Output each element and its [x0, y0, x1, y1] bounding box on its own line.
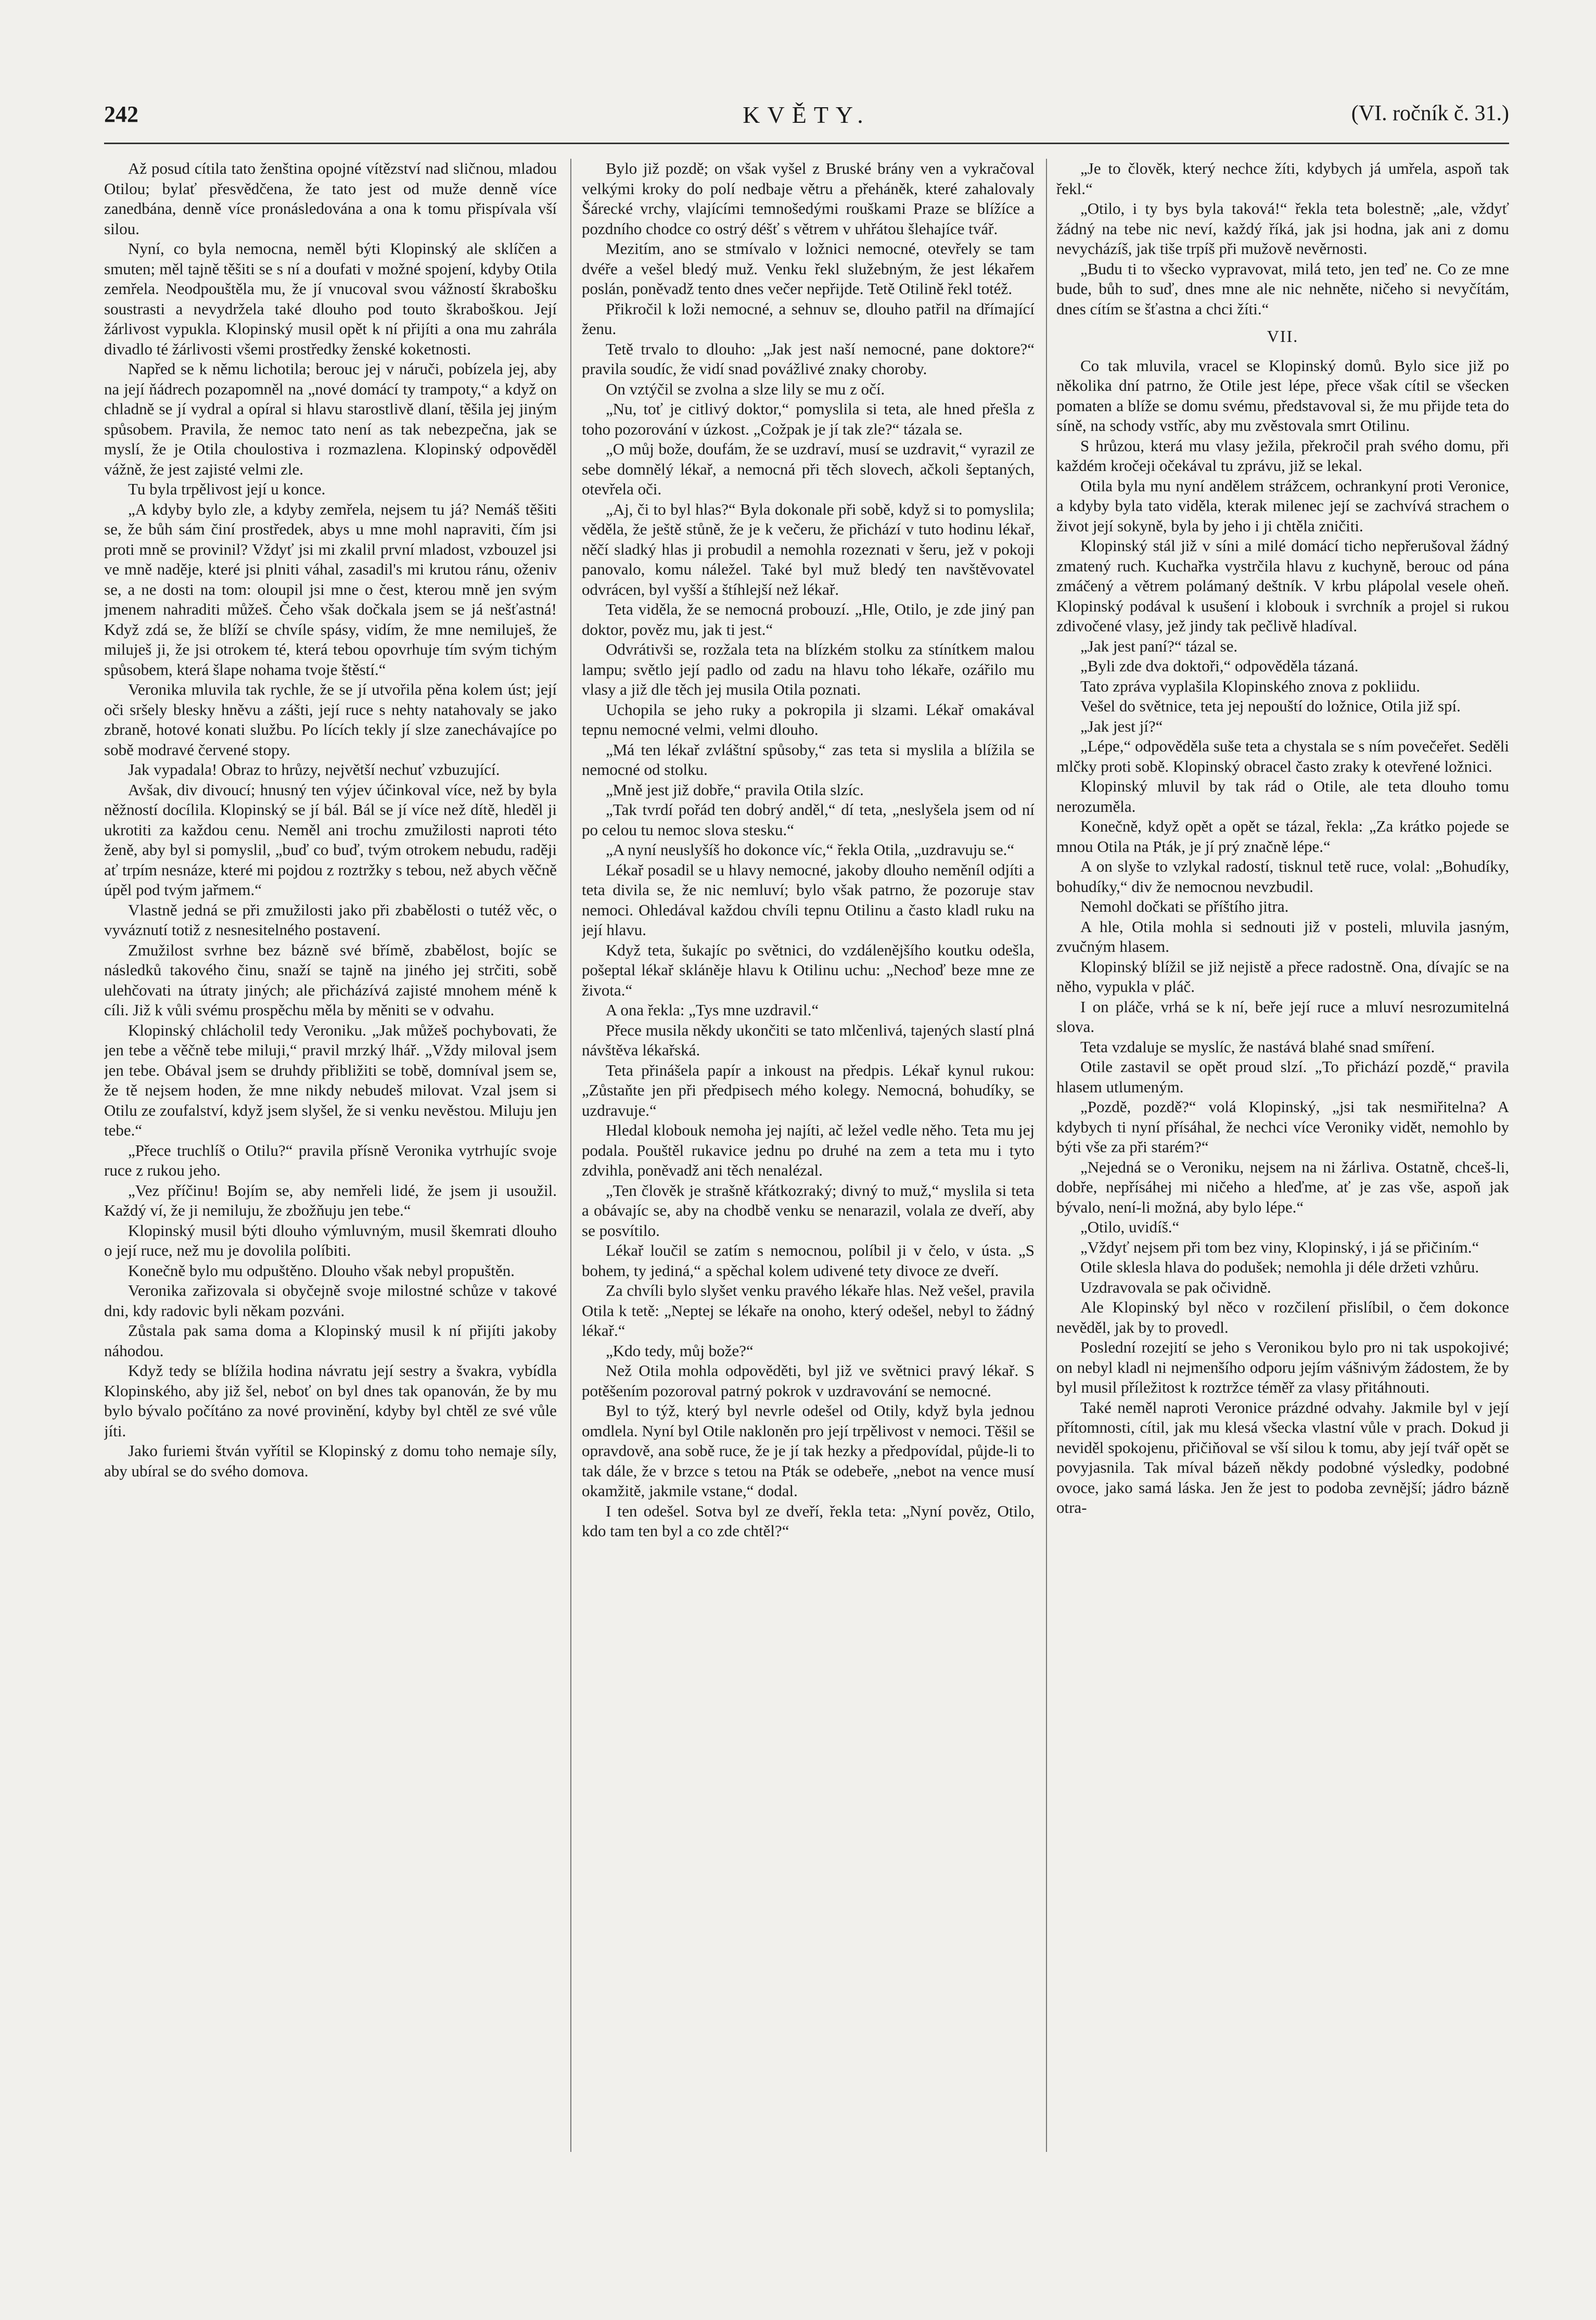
paragraph: Otile sklesla hlava do podušek; nemohla ji déle držeti vzhůru. [1080, 1258, 1479, 1276]
column-divider [1046, 159, 1047, 2152]
paragraph: On vztýčil se zvolna a slze lily se mu z očí. [606, 379, 885, 398]
column-divider [570, 159, 571, 2152]
paragraph: A hle, Otila mohla si sednouti již v posteli, mluvila jasným, zvučným hlasem. [1056, 917, 1509, 955]
paragraph: Otila byla mu nyní andělem strážcem, ochrankyní proti Veronice, a kdyby byla tato viděla, kterak milenec její se zachvívá strachem o život její sokyně, byla by jeho i ji chtěla zničiti. [1056, 476, 1509, 535]
paragraph: Když tedy se blížila hodina návratu její sestry a švakra, vybídla Klopinského, aby již šel, neboť on byl dnes tak opanován, že by mu bylo bývalo počítáno za nové provinění, kdyby byl chtěl ze své vůle jíti. [104, 1361, 557, 1440]
paragraph: Byl to týž, který byl nevrle odešel od Otily, když byla jednou omdlela. Nyní byl Otile nakloněn pro její trpělivost v nemoci. Těšil se opravdově, ana sobě ruce, že je jí tak hezky a předpovídal, půjde-li to tak dále, že v brzce s tetou na Pták se odebeře, „nebot na vence musí okamžitě, jakmile vstane,“ dodal. [582, 1401, 1035, 1500]
paragraph: „Je to člověk, který nechce žíti, kdybych já umřela, aspoň tak řekl.“ [1056, 159, 1509, 198]
paragraph: „A kdyby bylo zle, a kdyby zemřela, nejsem tu já? Nemáš těšiti se, že bůh sám činí prostředek, abys u mne mohl napraviti, čím jsi proti mně se provinil? Vždyť jsi mi zkalil první mladost, vzbouzel jsi ve mně naděje, které jsi plniti váhal, zasadil's mi krutou ránu, oženiv se, a ne dosti na tom: oloupil jsi mne o čest, kterou mně jen svým jmenem nahraditi můžeš. Čeho však dočkala jsem se já nešťastná! Když zdá se, že blíží se chvíle spásy, vidím, že mne nemiluješ, že miluješ ji, že jsi otrokem té, která tebou opovrhuje tím svým tichým spůsobem, která šlape nohama tvoje štěstí.“ [104, 500, 557, 679]
page-header [104, 101, 1509, 137]
paragraph: Teta viděla, že se nemocná probouzí. „Hle, Otilo, je zde jiný pan doktor, pověz mu, jak ti jest.“ [582, 600, 1035, 639]
paragraph: Když teta, šukajíc po světnici, do vzdálenějšího koutku odešla, pošeptal lékař skláněje hlavu k Otilinu uchu: „Nechoď beze mne ze života.“ [582, 940, 1035, 999]
paragraph: Poslední rozejití se jeho s Veronikou bylo pro ni tak uspokojivé; on nebyl kladl ni nejmenšího odporu jejím vášnivým žádostem, že by byl musil příležitost k roztržce téměř za vlasy přitáhnouti. [1056, 1338, 1509, 1396]
paragraph: „Vždyť nejsem při tom bez viny, Klopinský, i já se přičiním.“ [1080, 1238, 1479, 1256]
paragraph: „Ten člověk je strašně křátkozraký; divný to muž,“ myslila si teta a obávajíc se, aby na chodbě venku se nenarazil, volala ze dveří, aby se posvítilo. [582, 1181, 1035, 1240]
paragraph: Tato zpráva vyplašila Klopinského znova z pokliidu. [1080, 677, 1420, 695]
paragraph: Konečně bylo mu odpuštěno. Dlouho však nebyl propuštěn. [128, 1261, 515, 1280]
paragraph: Napřed se k němu lichotila; berouc jej v náruči, pobízela jej, aby na její ňádrech pozapomněl na „nové domácí ty trampoty,“ a když on chladně se jí vydral a opíral si hlavu starostlivě dlaní, těšila jej jiným spůsobem. Pravila, že nemoc tato není as tak nebezpečna, jak se myslí, že je Otila choulostiva i rozmazlena. Klopinský odpověděl vážně, že jest zajisté velmi zle. [104, 360, 557, 478]
paragraph: Zmužilost svrhne bez bázně své břímě, zbabělost, bojíc se následků takového činu, snaží se tajně na jiného jej strčiti, sobě ulehčovati na útraty jiných; ale přicházívá zajisté mnohem méně k cíli. Již k vůli svému prospěchu měla by měniti se v odvahu. [104, 940, 557, 1019]
column-1 [104, 159, 557, 2178]
paragraph: „Budu ti to všecko vypravovat, milá teto, jen teď ne. Co ze mne bude, bůh to suď, dnes mne ale nic nehněte, ničeho si nevyčítám, dnes cítím se šťastna a chci žíti.“ [1056, 259, 1509, 318]
paragraph: Klopinský stál již v síni a milé domácí ticho nepřerušoval žádný zmatený ruch. Kuchařka vystrčila hlavu z kuchyně, berouc od pána zmáčený a větrem polámaný deštník. V krbu plápolal vesele oheň. Klopinský podával k usušení i klobouk i svrchník a projel si rukou zdivočené vlasy, jež jindy tak pečlivě hladíval. [1056, 537, 1509, 635]
paragraph: Ale Klopinský byl něco v rozčilení přislíbil, o čem dokonce nevěděl, jak by to provedl. [1056, 1298, 1509, 1336]
header-rule [104, 143, 1509, 144]
issue-label: (VI. ročník č. 31.) [1351, 101, 1509, 125]
paragraph: Uzdravovala se pak očividně. [1080, 1278, 1271, 1296]
paragraph: Lékař posadil se u hlavy nemocné, jakoby dlouho neměníl odjíti a teta divila se, že nic nemluví; bylo však patrno, že pozoruje stav nemoci. Ohledával každou chvíli tepnu Otilinu a často kladl ruku na její hlavu. [582, 860, 1035, 939]
paragraph: „Vez příčinu! Bojím se, aby nemřeli lidé, že jsem ji usoužil. Každý ví, že ji nemiluju, že zbožňuju jen tebe.“ [104, 1181, 557, 1219]
paragraph: „Mně jest již dobře,“ pravila Otila slzíc. [606, 780, 864, 799]
paragraph: Také neměl naproti Veronice prázdné odvahy. Jakmile byl v její přítomnosti, cítil, jak mu klesá všecka vlastní vůle v prach. Dokud ji neviděl spokojenu, přičiňoval se vší silou k tomu, aby její tvář opět se povyjasnila. Tak míval bázeň někdy podobné výsledky, podobné ovoce, jako samá láska. Jen že jest to podoba zevnější; jádro bázně otra- [1056, 1398, 1509, 1516]
paragraph: „Přece truchlíš o Otilu?“ pravila přísně Veronika vytrhujíc svoje ruce z rukou jeho. [104, 1141, 557, 1179]
paragraph: Avšak, div divoucí; hnusný ten výjev účinkoval více, než by byla něžností docílila. Klopinský se jí bál. Bál se jí více než dítě, hleděl ji ukrotiti za každou cenu. Neměl ani trochu zmužilosti naproti této ženě, aby byl si pomyslil, „buď co buď, tvým otrokem nebudu, raději ať trpím nesnáze, které mi pojdou z roztržky s tebou, než abych věčně úpěl pod tvým jařmem.“ [104, 780, 557, 899]
paragraph: Co tak mluvila, vracel se Klopinský domů. Bylo sice již po několika dní patrno, že Otile jest lépe, přece však cítil se všecken pomaten a blíže se domu svému, představoval si, že mu přijde teta do síně, na schody vstříc, aby mu zvěstovala smrt Otilinu. [1056, 356, 1509, 435]
paragraph: „Tak tvrdí pořád ten dobrý anděl,“ dí teta, „neslyšela jsem od ní po celou tu nemoc slova stesku.“ [582, 800, 1035, 839]
paragraph: Hledal klobouk nemoha jej najíti, ač ležel vedle něho. Teta mu jej podala. Pouštěl rukavice jednu po druhé na zem a teta mu i tyto zdvihla, poněvadž ani těch nenalézal. [582, 1121, 1035, 1179]
paragraph: „Pozdě, pozdě?“ volá Klopinský, „jsi tak nesmiřitelna? A kdybych ti nyní přísáhal, že nechci více Veroniky vidět, nemohlo by býti vše za při starém?“ [1056, 1098, 1509, 1156]
paragraph: Lékař loučil se zatím s nemocnou, políbil ji v čelo, v ústa. „S bohem, ty jediná,“ a spěchal kolem udivené tety divoce ze dveří. [582, 1241, 1035, 1280]
paragraph: Vešel do světnice, teta jej nepouští do ložnice, Otila již spí. [1080, 697, 1461, 715]
paragraph: Nyní, co byla nemocna, neměl býti Klopinský ale sklíčen a smuten; měl tajně těšiti se s ní a doufati v možné spojení, kdyby Otila zemřela. Neodpouštěla mu, že jí vnucoval svou vážností škrabošku soustrasti a nevydržela také dlouho pod touto škraboškou. Její žárlivost vypukla. Klopinský musil opět k ní přijíti a ona mu zahrála divadlo té žárlivosti všemi prostředky ženské koketnosti. [104, 239, 557, 358]
paragraph: I on pláče, vrhá se k ní, beře její ruce a mluví nesrozumitelná slova. [1056, 997, 1509, 1036]
paragraph: „Jak jest paní?“ tázal se. [1080, 636, 1238, 655]
paragraph: „Otilo, i ty bys byla taková!“ řekla teta bolestně; „ale, vždyť žádný na tebe nic neví, každý říká, jak jsi hodna, jak ani z domu nevycházíš, jak tiše trpíš při mužově nevěrnosti. [1056, 199, 1509, 258]
paragraph: „Kdo tedy, můj bože?“ [606, 1341, 754, 1360]
paragraph: Než Otila mohla odpověděti, byl již ve světnici pravý lékař. S potěšením pozoroval patrný pokrok v uzdravování se nemocné. [582, 1361, 1035, 1400]
paragraph: Klopinský mluvil by tak rád o Otile, ale teta dlouho tomu nerozuměla. [1056, 777, 1509, 815]
paragraph: Jak vypadala! Obraz to hrůzy, největší nechuť vzbuzující. [128, 760, 500, 779]
paragraph: „Nu, toť je citlivý doktor,“ pomyslila si teta, ale hned přešla z toho pozorování v úzkost. „Cožpak je jí tak zle?“ tázala se. [582, 400, 1035, 438]
paragraph: Bylo již pozdě; on však vyšel z Bruské brány ven a vykračoval velkými kroky do polí nedbaje větru a přeháněk, které zahalovaly Šárecké vrchy, vlajícími temnošedými rouškami Praze se blížíce a pozdního chodce co ostrý déšť s větrem v uhřátou šlehajíce tvář. [582, 159, 1035, 238]
paragraph: „Aj, či to byl hlas?“ Byla dokonale při sobě, když si to pomyslila; věděla, že ještě stůně, že je k večeru, že přichází v tuto hodinu lékař, něčí sladký hlas ji probudil a nemohla rozeznati v šeru, jež v pokoji panovalo, komu náležel. Také byl muž bledý ten navštěvovatel odvrácen, byl vyšší a štíhlejší než lékař. [582, 500, 1035, 598]
paragraph: Otile zastavil se opět proud slzí. „To přichází pozdě,“ pravila hlasem utlumeným. [1056, 1057, 1509, 1096]
paragraph: Tu byla trpělivost její u konce. [128, 480, 326, 498]
paragraph: Teta vzdaluje se myslíc, že nastává blahé snad smíření. [1080, 1037, 1435, 1056]
paragraph: „A nyní neuslyšíš ho dokonce víc,“ řekla Otila, „uzdravuju se.“ [606, 840, 1015, 859]
paragraph: „Lépe,“ odpověděla suše teta a chystala se s ním povečeřet. Seděli mlčky proti sobě. Klopinský obracel často zraky k otevřené ložnici. [1056, 737, 1509, 775]
paragraph: Uchopila se jeho ruky a pokropila ji slzami. Lékař omakával tepnu nemocné velmi, velmi dlouho. [582, 700, 1035, 738]
paragraph: Jako furiemi štván vyřítil se Klopinský z domu toho nemaje síly, aby ubíral se do svého domova. [104, 1442, 557, 1480]
paragraph: A on slyše to vzlykal radostí, tisknul tetě ruce, volal: „Bohudíky, bohudíky,“ div že nemocnou nevzbudil. [1056, 857, 1509, 896]
paragraph: Teta přinášela papír a inkoust na předpis. Lékař kynul rukou: „Zůstaňte jen při předpisech mého kolegy. Nemocná, bohudíky, se uzdravuje.“ [582, 1061, 1035, 1119]
paragraph: Veronika mluvila tak rychle, že se jí utvořila pěna kolem úst; její oči sršely blesky hněvu a zášti, její ruce s nehty natahovaly se jako zbraně, hotové konati službu. Po lících tekly jí slze zanechávajíce po sobě modravé červené stopy. [104, 680, 557, 759]
paragraph: Přikročil k loži nemocné, a sehnuv se, dlouho patřil na dřímající ženu. [582, 299, 1035, 338]
paragraph: I ten odešel. Sotva byl ze dveří, řekla teta: „Nyní pověz, Otilo, kdo tam ten byl a co zde chtěl?“ [582, 1501, 1035, 1540]
paragraph: „Má ten lékař zvláštní spůsoby,“ zas teta si myslila a blížila se nemocné od stolku. [582, 740, 1035, 779]
column-2 [582, 159, 1035, 2178]
journal-title: KVĚTY. [743, 101, 871, 128]
paragraph: Veronika zařizovala si obyčejně svoje milostné schůze v takové dni, kdy radovic byli někam pozváni. [104, 1281, 557, 1320]
paragraph: Zůstala pak sama doma a Klopinský musil k ní přijíti jakoby náhodou. [104, 1321, 557, 1360]
paragraph: „Nejedná se o Veroniku, nejsem na ni žárliva. Ostatně, chceš-li, dobře, nepřísáhej mi ničeho a hleďme, ať je zas vše, aspoň jak bývalo, není-li možná, aby bylo lépe.“ [1056, 1157, 1509, 1216]
paragraph: „Byli zde dva doktoři,“ odpověděla tázaná. [1080, 657, 1359, 675]
paragraph: Za chvíli bylo slyšet venku pravého lékaře hlas. Než vešel, pravila Otila k tetě: „Neptej se lékaře na onoho, který odešel, nebyl to žádný lékař.“ [582, 1281, 1035, 1340]
paragraph: „Jak jest jí?“ [1080, 717, 1163, 735]
column-3 [1056, 159, 1509, 2178]
paragraph: „Otilo, uvidíš.“ [1080, 1218, 1180, 1236]
paragraph: Tetě trvalo to dlouho: „Jak jest naší nemocné, pane doktore?“ pravila soudíc, že vidí snad povážlivé znaky choroby. [582, 339, 1035, 378]
paragraph: Až posud cítila tato ženština opojné vítězství nad sličnou, mladou Otilou; bylať přesvědčena, že tato jest od muže denně více zanedbána, denně více pronásledována a ona k tomu přispívala vší silou. [104, 159, 557, 238]
paragraph: Vlastně jedná se při zmužilosti jako při zbabělosti o tutéž věc, o vyváznutí totiž z nesnesitelného postavení. [104, 900, 557, 939]
paragraph: Nemohl dočkati se příštího jitra. [1080, 897, 1289, 915]
paragraph: Mezitím, ano se stmívalo v ložnici nemocné, otevřely se tam dvéře a vešel bledý muž. Venku řekl služebným, že jest lékařem poslán, poněvadž tento dnes večer nepřijde. Tetě Otilině řekl totéž. [582, 239, 1035, 298]
section-heading: VII. [1267, 327, 1299, 346]
paragraph: Klopinský chlácholil tedy Veroniku. „Jak můžeš pochybovati, že jen tebe a věčně tebe miluji,“ pravil mrzký lhář. „Vždy miloval jsem jen tebe. Obával jsem se druhdy přibližiti se tobě, domníval jsem se, že tě nejsem hoden, že mne nikdy nebudeš milovat. Vzal jsem si Otilu ze zoufalství, když jsem slyšel, že si venku nevěstou. Miluju jen tebe.“ [104, 1021, 557, 1139]
paragraph: A ona řekla: „Tys mne uzdravil.“ [606, 1001, 819, 1019]
paragraph: „O můj bože, doufám, že se uzdraví, musí se uzdravit,“ vyrazil ze sebe domnělý lékař, a nemocná při těch slovech, ačkoli šeptaných, otevřela oči. [582, 440, 1035, 498]
page-number: 242 [104, 101, 138, 127]
paragraph: Konečně, když opět a opět se tázal, řekla: „Za krátko pojede se mnou Otila na Pták, je jí prý značně lépe.“ [1056, 817, 1509, 856]
paragraph: S hrůzou, která mu vlasy ježila, překročil prah svého domu, při každém kročeji očekával tu zprávu, již se lekal. [1056, 436, 1509, 475]
paragraph: Odvrátivši se, rozžala teta na blízkém stolku za stínítkem malou lampu; světlo její padlo od zadu na hlavu toho lékaře, ozářilo mu vlasy a již dle těch jej musila Otila poznati. [582, 640, 1035, 698]
paragraph: Klopinský musil býti dlouho výmluvným, musil škemrati dlouho o její ruce, než mu je dovolila políbiti. [104, 1221, 557, 1259]
paragraph: Klopinský blížil se již nejistě a přece radostně. Ona, dívajíc se na něho, vypukla v pláč. [1056, 957, 1509, 996]
paragraph: Přece musila někdy ukončiti se tato mlčenlivá, tajených slastí plná návštěva lékařská. [582, 1021, 1035, 1059]
